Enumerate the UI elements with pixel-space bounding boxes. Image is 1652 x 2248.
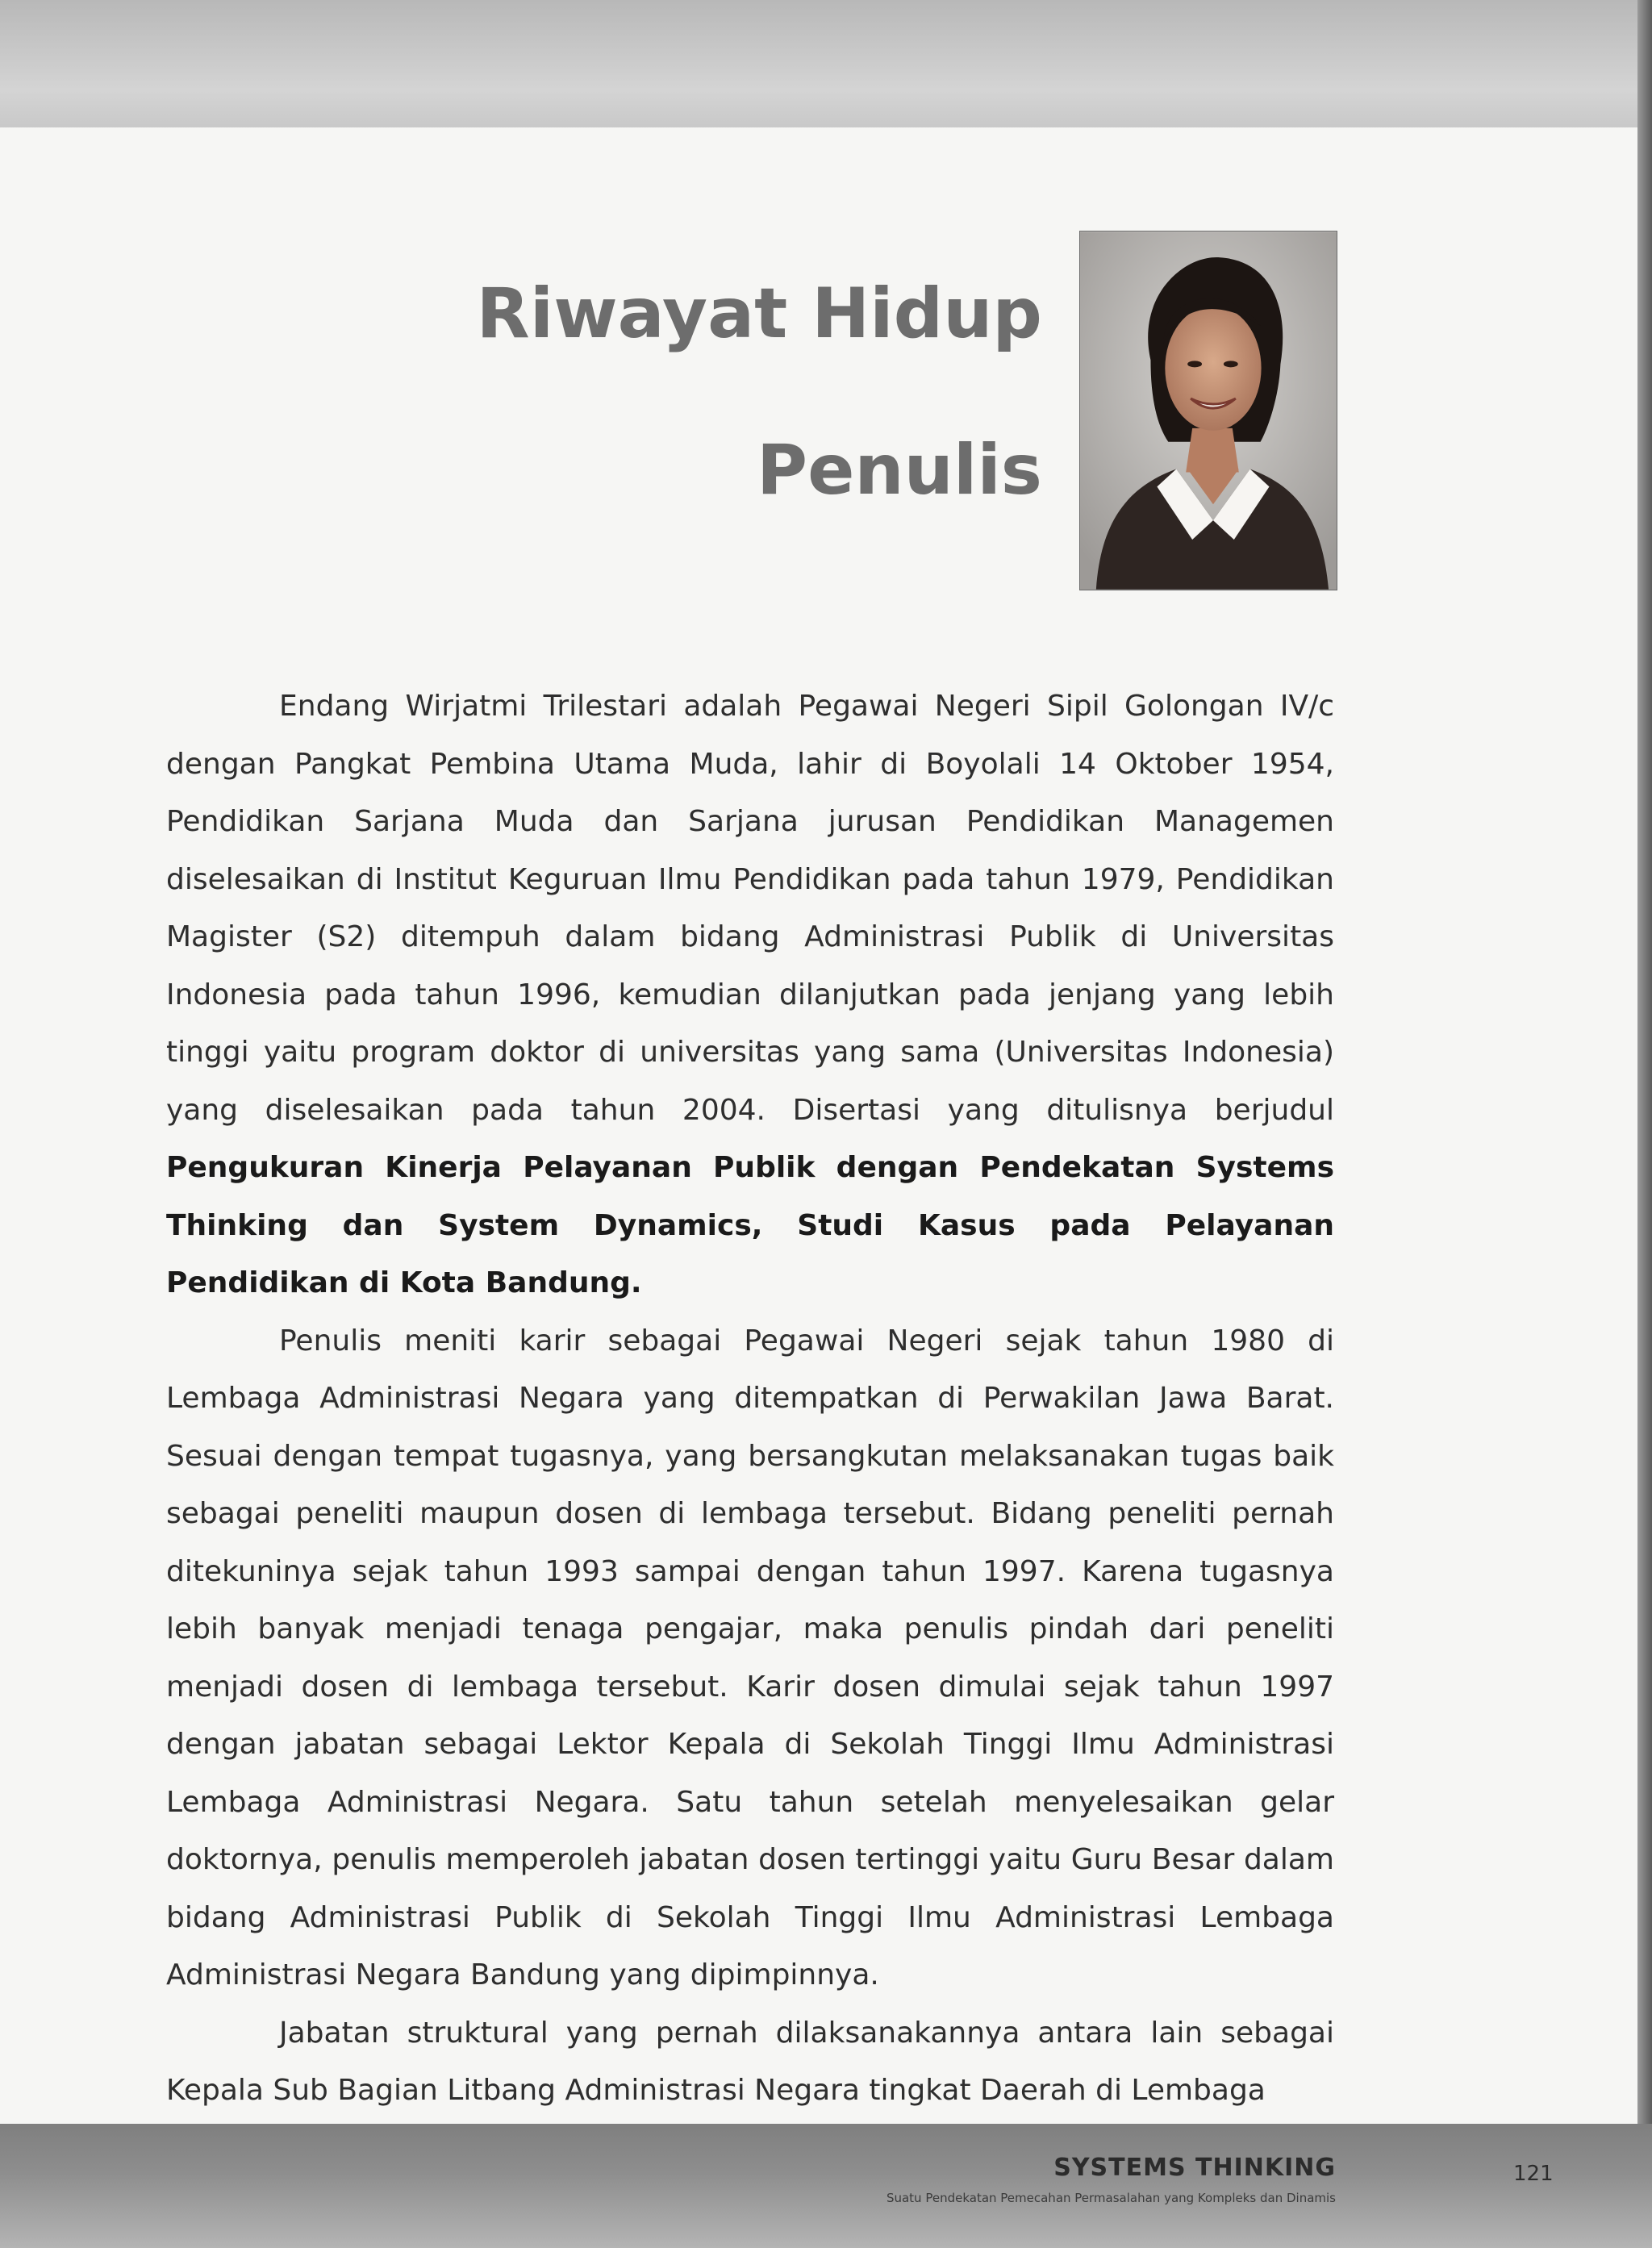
scan-right-edge xyxy=(1637,0,1652,2248)
dissertation-title: Pengukuran Kinerja Pelayanan Publik dengan Pendekatan Systems Thinking dan System Dynamics, Studi Kasus pada Pelayanan Pendidikan di Kota Bandung. xyxy=(166,1151,1334,1299)
scan-top-margin xyxy=(0,0,1652,129)
author-portrait-photo xyxy=(1079,231,1337,590)
title-line-2: Penulis xyxy=(757,430,1042,511)
running-footer-subtitle: Suatu Pendekatan Pemecahan Permasalahan yang Kompleks dan Dinamis xyxy=(886,2191,1336,2205)
biography-text xyxy=(166,678,1334,2120)
paragraph-1 xyxy=(166,678,1334,1312)
page-title xyxy=(477,236,1042,548)
paragraph-3-text: Jabatan struktural yang pernah dilaksanakannya antara lain sebagai Kepala Sub Bagian Litbang Administrasi Negara tingkat Daerah di Lembaga xyxy=(166,2016,1334,2107)
running-footer-title: SYSTEMS THINKING xyxy=(1053,2154,1336,2182)
paragraph-3 xyxy=(166,2004,1334,2120)
paragraph-2 xyxy=(166,1312,1334,2004)
paragraph-1-text: Endang Wirjatmi Trilestari adalah Pegawai Negeri Sipil Golongan IV/c dengan Pangkat Pembina Utama Muda, lahir di Boyolali 14 Oktober 1954, Pendidikan Sarjana Muda dan Sarjana jurusan Pendidikan Managemen diselesaikan di Institut Keguruan Ilmu Pendidikan pada tahun 1979, Pendidikan Magister (S2) ditempuh dalam bidang Administrasi Publik di Universitas Indonesia pada tahun 1996, kemudian dilanjutkan pada jenjang yang lebih tinggi yaitu program doktor di universitas yang sama (Universitas Indonesia) yang diselesaikan pada tahun 2004. Disertasi yang ditulisnya berjudul xyxy=(166,690,1334,1127)
portrait-illustration xyxy=(1080,231,1337,590)
paragraph-2-text: Penulis meniti karir sebagai Pegawai Negeri sejak tahun 1980 di Lembaga Administrasi Negara yang ditempatkan di Perwakilan Jawa Barat. Sesuai dengan tempat tugasnya, yang bersangkutan melaksanakan tugas baik sebagai peneliti maupun dosen di lembaga tersebut. Bidang peneliti pernah ditekuninya sejak tahun 1993 sampai dengan tahun 1997. Karena tugasnya lebih banyak menjadi tenaga pengajar, maka penulis pindah dari peneliti menjadi dosen di lembaga tersebut. Karir dosen dimulai sejak tahun 1997 dengan jabatan sebagai Lektor Kepala di Sekolah Tinggi Ilmu Administrasi Lembaga Administrasi Negara. Satu tahun setelah menyelesaikan gelar doktornya, penulis memperoleh jabatan dosen tertinggi yaitu Guru Besar dalam bidang Administrasi Publik di Sekolah Tinggi Ilmu Administrasi Lembaga Administrasi Negara Bandung yang dipimpinnya. xyxy=(166,1324,1334,1992)
title-line-1: Riwayat Hidup xyxy=(476,273,1042,354)
page-footer xyxy=(0,2124,1652,2248)
page-number: 121 xyxy=(1513,2162,1554,2186)
